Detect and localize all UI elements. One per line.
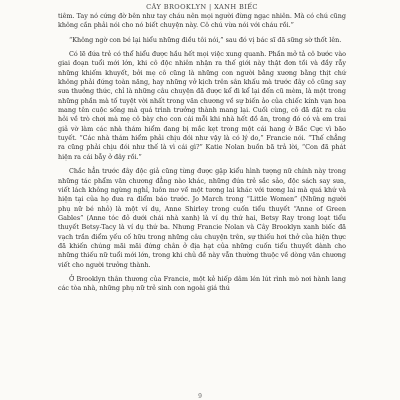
paragraph-5: Ở Brooklyn thân thương của Francie, một kẻ hiếp dâm lén lút rình mò nơi hành lang các tòa nhà, những phụ nữ trẻ sinh con ngoài giá thú <box>58 274 346 293</box>
paragraph-4: Chắc hẳn trước đây độc giả cũng từng được gặp kiểu hình tượng nữ chính này trong những tác phẩm văn chương đẳng nào khác, những đứa trẻ sắc sảo, độc sách say sưa, viết lách không ngừng nghỉ, luôn mơ về một tương lai khác với tương lai mà quá khứ và hiện tại của họ đưa ra điểm báo trước. Jo March trong “Little Women” (Những người phụ nữ bé nhỏ) là một ví dụ, Anne Shirley trong cuốn tiểu thuyết “Anne of Green Gables” (Anne tóc đỏ dưới chái nhà xanh) là ví dụ thứ hai, Betsy Ray trong loạt tiểu thuyết Betsy-Tacy là ví dụ thứ ba. Nhưng Francie Nolan và Cây Brooklyn xanh biếc đã vạch trần điểm yếu cố hữu trong những câu chuyện trên, sự thiếu hơi thở của hiện thực đã khiến chúng mãi mãi đứng chân ở địa hạt của những cuốn tiểu thuyết dành cho những thiếu nữ tuổi mới lớn, trong khi chủ đề này vẫn thường thuộc về dòng văn chương viết cho người trưởng thành. <box>58 167 346 269</box>
paragraph-1: tiêm. Tay nó cứng đờ bên như tay cháu nên mọi người đừng ngạc nhiên. Mà có chú cũng không cần phải nói cho nó biết chuyện này. Cô chú vừa nói với cháu rồi.” <box>58 12 346 30</box>
running-head: CÂY BROOKLYN | XANH BIẾC <box>146 3 258 11</box>
page-number: 9 <box>198 393 202 400</box>
body-text <box>58 12 346 294</box>
paragraph-3: Có lẽ đứa trẻ có thể hiểu được hầu hết mọi việc xung quanh. Phần mở tả cô bước vào giai đoạn tuổi mới lớn, khi cô độc nhiên nhận ra thế giới này thật đơn tồi và đầy rẫy những khiếm khuyết, bởi mẹ cô cũng là những con người bằng xương bằng thịt chứ không phải đứng toàn năng, hay những vở kịch trên sân khấu mà trước đây cô cũng say sưa thưởng thức, chỉ là những câu chuyện đã được kể đi kể lại đến cũ mèm, là một trong những phần mà tố tuyệt vời nhất trong văn chương về sự biến ảo của chiếc kính vạn hoa mang tên cuộc sống mà quá trình trưởng thành mang lại. Cuối cùng, cô đã đặt ra câu hỏi về trò chơi mà mẹ cô bày cho con cái mỗi khi nhà hết đồ ăn, trong đó có và em trai giả vờ làm các nhà thám hiểm đang bị mắc kẹt trong một cái hang ở Bắc Cực vì bão tuyết. “Các nhà thám hiểm phải chịu đói như vậy là có lý do,” Francie nói. “Thế chẳng ra cũng phải chịu đói như thế là vì cái gì?” Katie Nolan buồn bã trả lời, “Con đã phát hiện ra cái bẫy ở đây rồi.” <box>58 50 346 161</box>
paragraph-2: “Không ngờ con bé lại hiểu những điều tôi nói,” sau đó vị bác sĩ đã sững sờ thốt lên. <box>69 35 342 44</box>
